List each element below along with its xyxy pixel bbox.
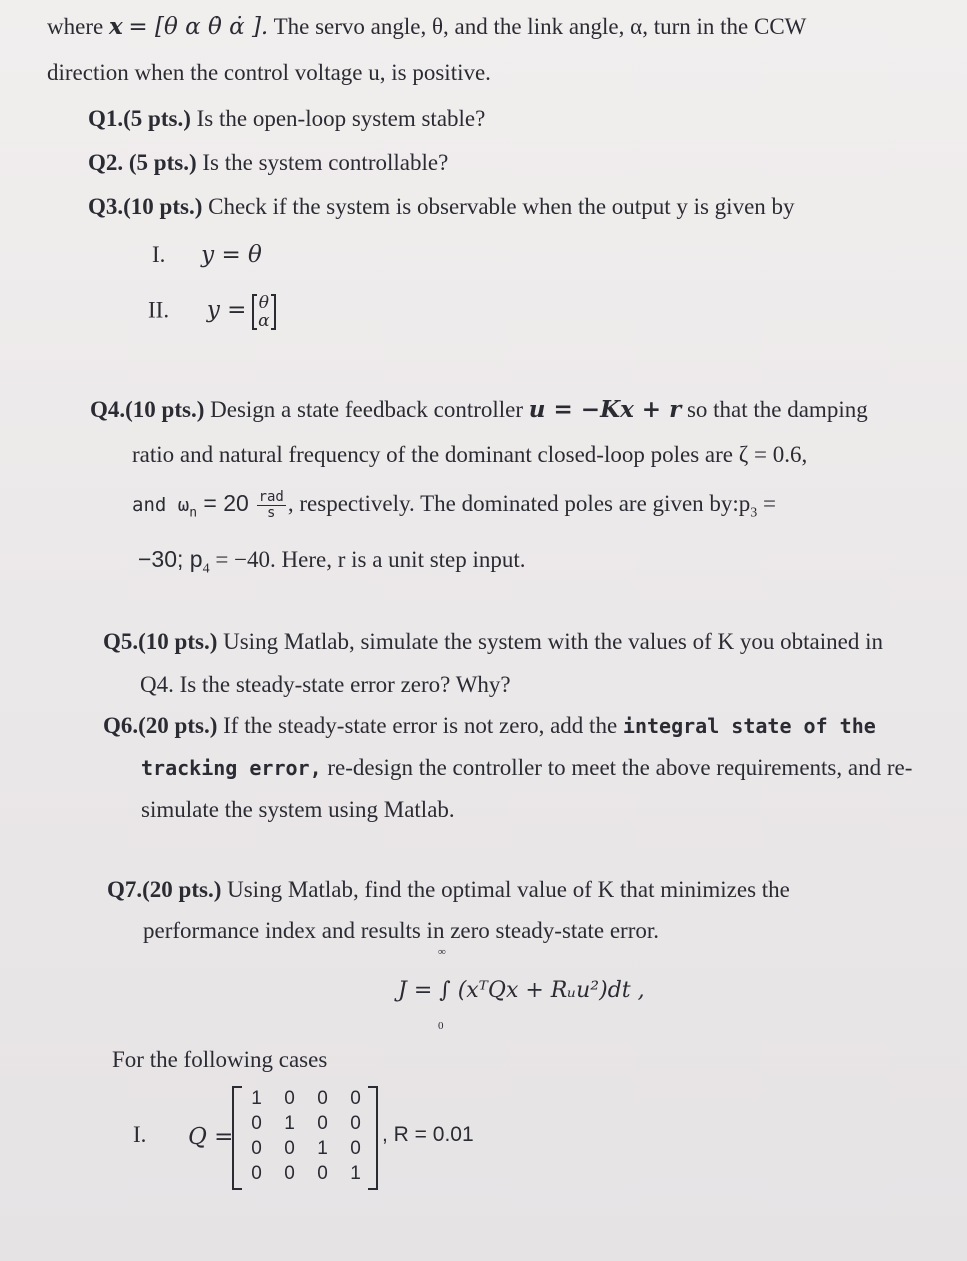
q4-text-1: Design a state feedback controller xyxy=(210,397,524,422)
intro-line-1 xyxy=(47,12,806,42)
intro-text: The servo angle, θ, and the link angle, α, turn in the CCW xyxy=(273,14,807,39)
q5-text: Using Matlab, simulate the system with the values of K you obtained in xyxy=(223,629,883,654)
rad-per-s-fraction xyxy=(257,490,286,521)
matrix-cell: 0 xyxy=(284,1137,295,1159)
q4-p3-sub: 3 xyxy=(750,505,758,521)
control-law: u = −Kx + r xyxy=(528,396,682,423)
q6-bold-1: integral state of the xyxy=(622,714,876,738)
q4-omega-eq: = 20 xyxy=(197,490,249,516)
question-7 xyxy=(107,875,790,905)
q4-line-3-end: = xyxy=(757,491,777,516)
q6-text: If the steady-state error is not zero, add the xyxy=(223,713,618,738)
q3-text: Check if the system is observable when the output y is given by xyxy=(208,194,795,219)
q6-bold-2: tracking error, xyxy=(141,756,322,780)
q7-case-1-num: I. xyxy=(133,1122,147,1147)
question-3 xyxy=(88,192,795,222)
cases-label: For the following cases xyxy=(112,1047,328,1072)
q3-case-2 xyxy=(148,294,276,330)
q4-and-omega: and ω xyxy=(132,494,190,516)
frac-num: rad xyxy=(258,489,284,506)
matrix-cell: 0 xyxy=(317,1112,328,1134)
matrix-right-bracket xyxy=(368,1086,378,1190)
q6-line-2 xyxy=(141,753,912,783)
matrix-cell: 0 xyxy=(284,1087,295,1109)
matrix-cell: 0 xyxy=(251,1162,262,1184)
q6-line-2-rest: re-design the controller to meet the above requirements, and re- xyxy=(327,755,913,780)
q1-text: Is the open-loop system stable? xyxy=(196,106,486,131)
matrix-cell: 1 xyxy=(350,1162,361,1184)
performance-index-eq: J = ∫ (xᵀQx + Rᵤu²)dt , xyxy=(398,978,645,1003)
q4-omega-sub: n xyxy=(189,505,198,521)
q6-line-3: simulate the system using Matlab. xyxy=(141,797,455,822)
q4-p3-value: −30; p xyxy=(138,546,203,572)
state-vector: = [θ α θ̇ α̇ ]. xyxy=(128,14,269,40)
q1-label: Q1.(5 pts.) xyxy=(88,106,191,131)
r-value: , R = 0.01 xyxy=(382,1123,474,1146)
integral-lower-limit: 0 xyxy=(438,1020,444,1032)
q4-line-4 xyxy=(138,544,526,585)
matrix-cell: 0 xyxy=(350,1112,361,1134)
q3-case-2-lhs: y = xyxy=(206,297,247,324)
matrix-cell: 0 xyxy=(317,1087,328,1109)
question-6 xyxy=(103,711,876,741)
matrix-cell: 0 xyxy=(350,1087,361,1109)
intro-prefix: where xyxy=(47,14,104,39)
q5-line-2: Q4. Is the steady-state error zero? Why? xyxy=(140,672,511,697)
frac-den: s xyxy=(267,505,276,522)
matrix-cell: 1 xyxy=(317,1137,328,1159)
q4-text-2: so that the damping xyxy=(686,397,868,422)
q4-line-3 xyxy=(132,488,776,529)
matrix-cell: 0 xyxy=(284,1162,295,1184)
q3-case-1-eq: y = θ xyxy=(201,242,262,268)
integral-upper-limit: ∞ xyxy=(438,946,446,958)
q-matrix xyxy=(232,1086,378,1186)
q-matrix-label: Q = xyxy=(188,1124,234,1150)
q3-label: Q3.(10 pts.) xyxy=(88,194,203,219)
q7-text: Using Matlab, find the optimal value of K that minimizes the xyxy=(227,877,790,902)
question-2 xyxy=(88,148,448,178)
matrix-cell: 0 xyxy=(251,1137,262,1159)
output-vector xyxy=(252,294,275,330)
q4-line-4-rest: = −40. Here, r is a unit step input. xyxy=(209,547,526,572)
matrix-cell: 1 xyxy=(251,1087,262,1109)
q7-line-2: performance index and results in zero steady-state error. xyxy=(143,918,660,943)
q4-label: Q4.(10 pts.) xyxy=(90,397,205,422)
intro-line-2: direction when the control voltage u, is positive. xyxy=(47,60,491,85)
q2-label: Q2. (5 pts.) xyxy=(88,150,197,175)
matrix-cell: 0 xyxy=(251,1112,262,1134)
question-1 xyxy=(88,104,485,134)
q7-label: Q7.(20 pts.) xyxy=(107,877,222,902)
q4-line-2: ratio and natural frequency of the dominant closed-loop poles are ζ = 0.6, xyxy=(132,442,808,467)
matrix-cell: 0 xyxy=(317,1162,328,1184)
q4-p4-sub: 4 xyxy=(202,561,210,577)
matrix-cell: 0 xyxy=(350,1137,361,1159)
q3-case-1 xyxy=(152,240,262,270)
question-4 xyxy=(90,395,868,425)
q2-text: Is the system controllable? xyxy=(202,150,449,175)
q4-line-3-rest: , respectively. The dominated poles are given by:p xyxy=(287,491,751,516)
output-vector-bottom: α xyxy=(258,311,270,331)
state-variable: x xyxy=(108,13,123,40)
question-5 xyxy=(103,627,883,657)
q3-case-1-num: I. xyxy=(152,242,166,267)
q-matrix-table xyxy=(240,1086,372,1186)
matrix-cell: 1 xyxy=(284,1112,295,1134)
q5-label: Q5.(10 pts.) xyxy=(103,629,218,654)
q3-case-2-num: II. xyxy=(148,297,170,323)
q6-label: Q6.(20 pts.) xyxy=(103,713,218,738)
output-vector-top: θ xyxy=(258,293,270,313)
